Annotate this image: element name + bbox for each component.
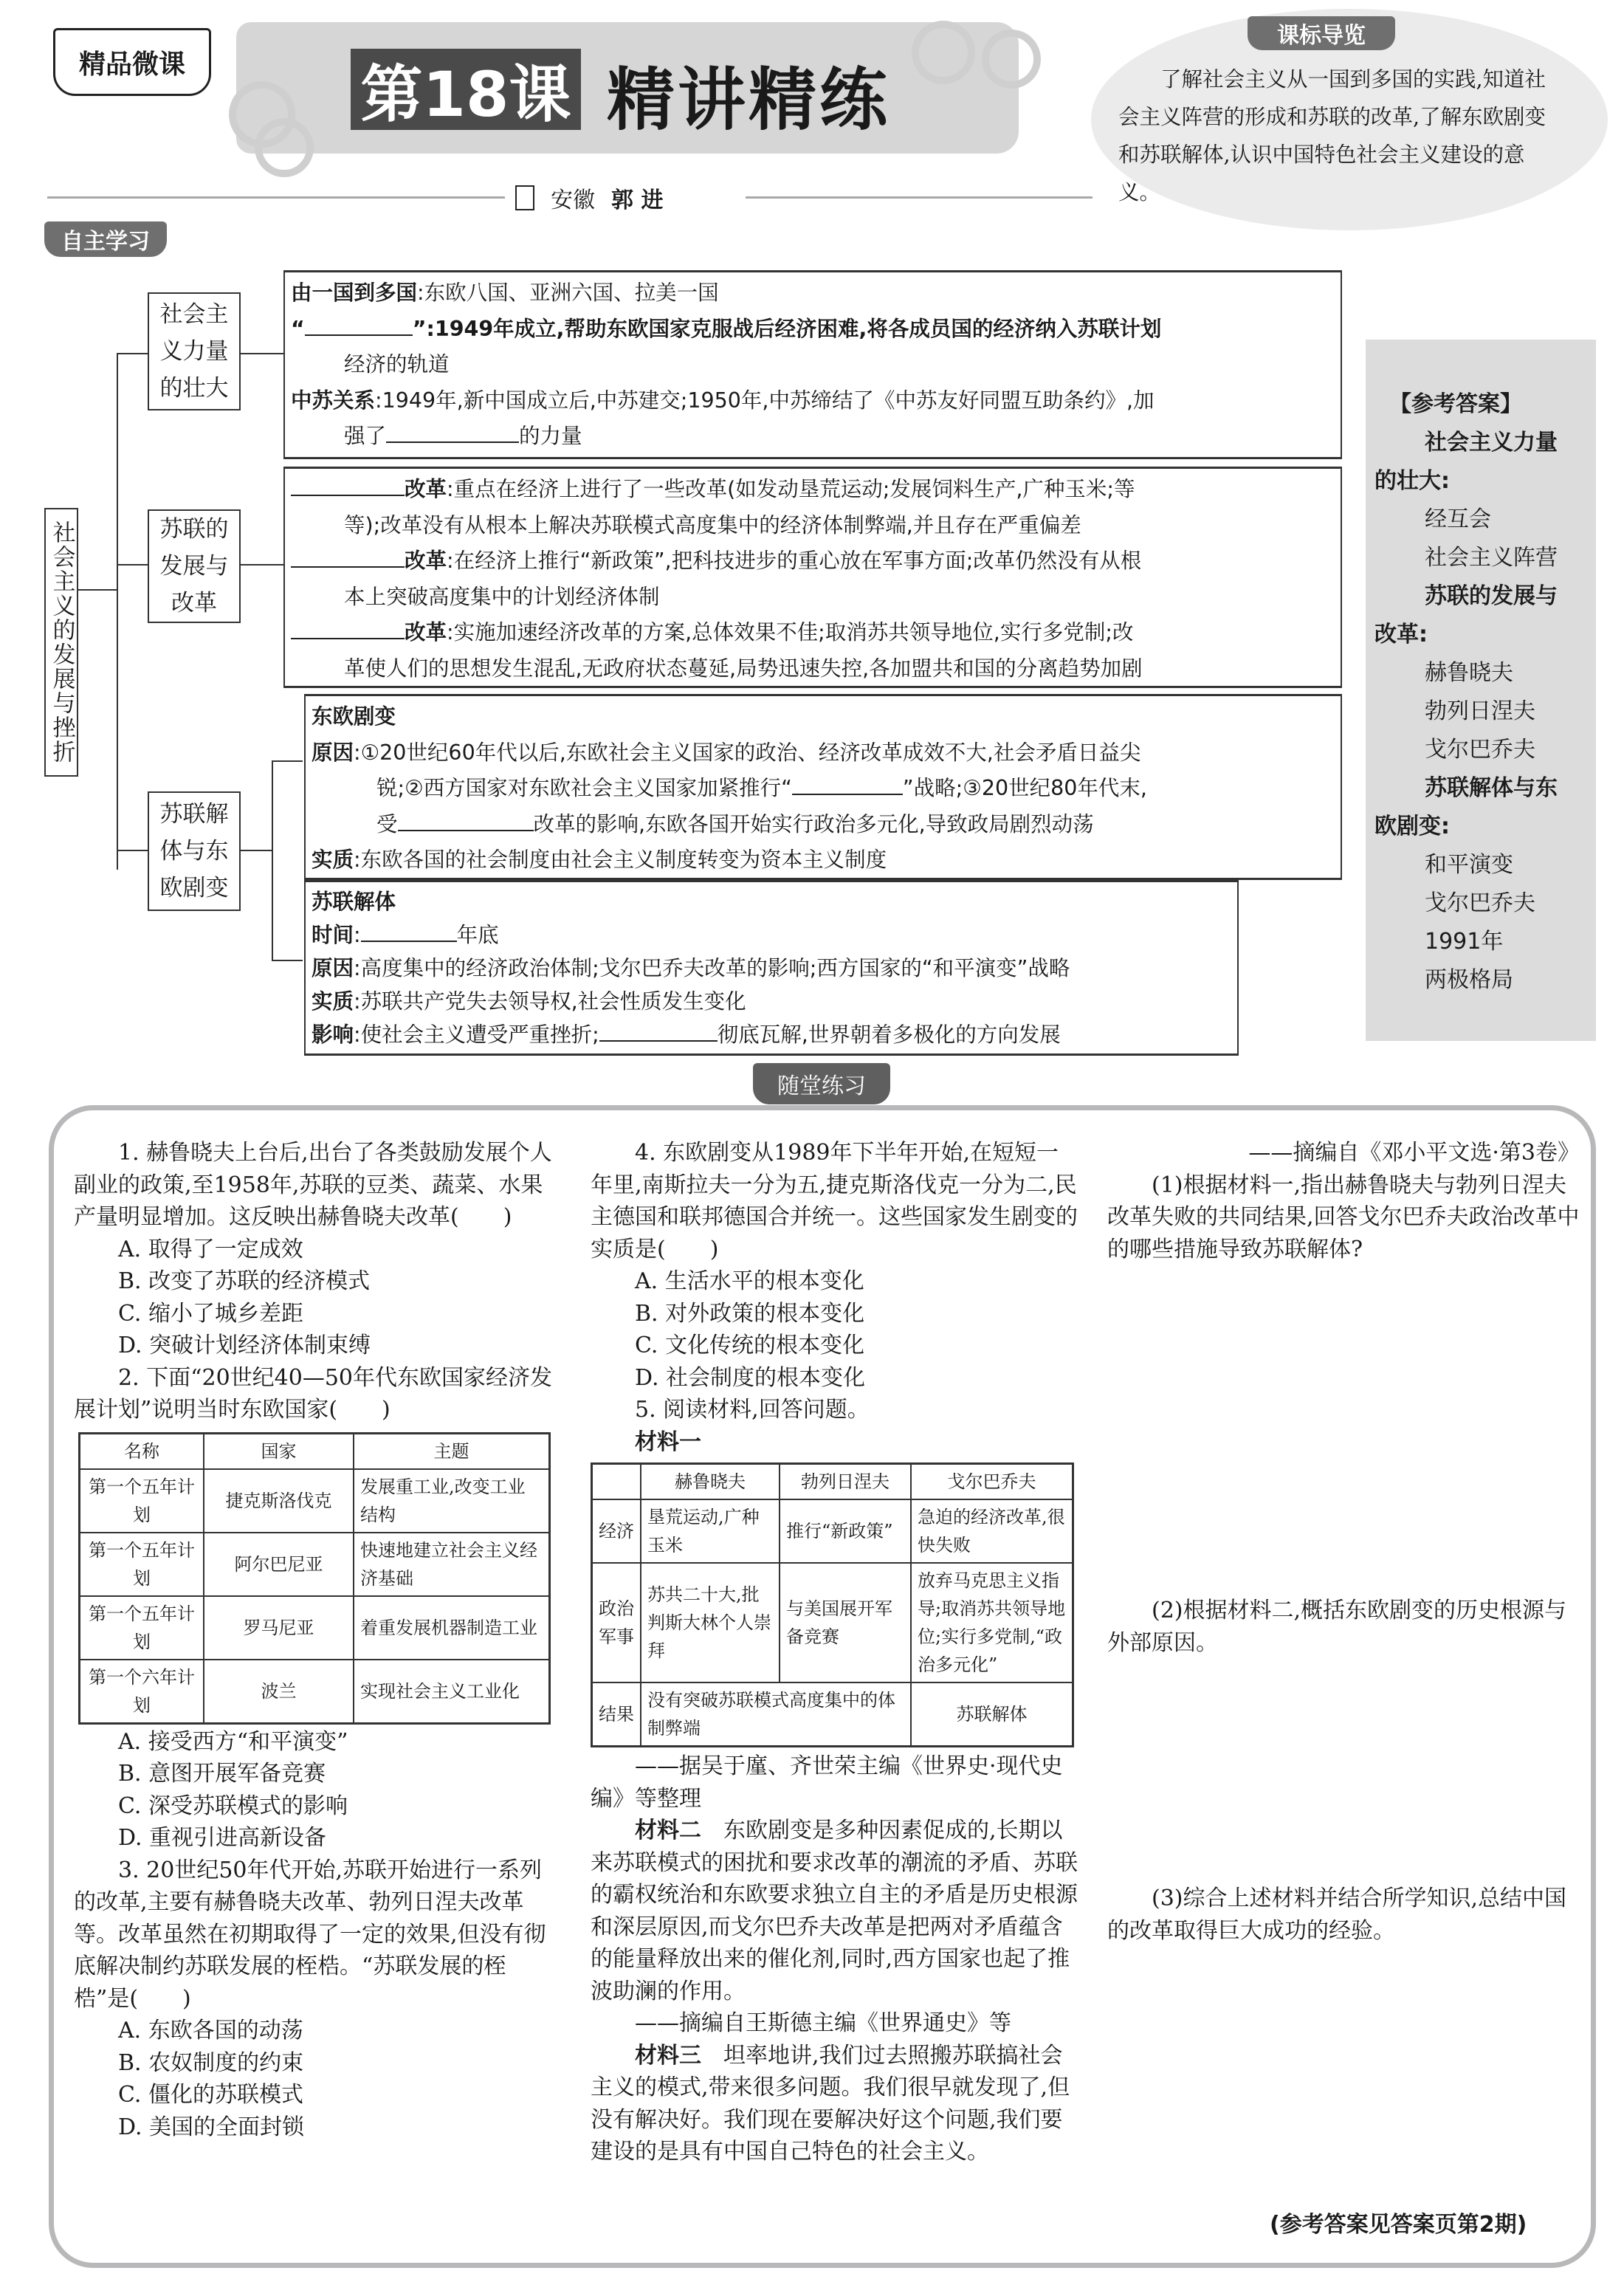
node-line: 义力量 xyxy=(159,338,229,365)
author-byline xyxy=(515,182,663,214)
table-header-row xyxy=(80,1433,550,1469)
root-node xyxy=(44,508,78,777)
fill-blank[interactable] xyxy=(361,920,457,942)
option[interactable]: D. 重视引进高新设备 xyxy=(118,1825,327,1851)
material-2-source: ——摘编自王斯德主编《世界通史》等 xyxy=(635,2010,1011,2036)
material-1-label: 材料一 xyxy=(635,1429,701,1455)
table-header: 赫鲁晓夫 xyxy=(641,1464,780,1500)
table-cell: 阿尔巴尼亚 xyxy=(204,1533,354,1596)
table-row xyxy=(592,1682,1073,1747)
answer-item: 勃列日涅夫 xyxy=(1425,698,1535,724)
material-3: 材料三 坦率地讲,我们过去照搬苏联搞社会主义的模式,带来很多问题。我们很早就发现了,但没有解决好。我们现在要解决好这个问题,我们要建设的是具有中国自己特色的社会主义。 xyxy=(591,2042,1070,2165)
branch-node-reform xyxy=(148,509,241,623)
lesson-number: 第18课 xyxy=(351,49,581,130)
table-header: 勃列日涅夫 xyxy=(780,1464,911,1500)
connector xyxy=(238,564,283,566)
panel-line: 影响:使社会主义遭受严重挫折; 彻底瓦解,世界朝着多极化的方向发展 xyxy=(312,1018,1231,1051)
self-study-tag: 自主学习 xyxy=(44,221,167,257)
sub-question-2-wrap xyxy=(1107,1595,1580,1659)
node-line: 的壮大 xyxy=(159,375,229,402)
answers-group-head: 苏联的发展与 xyxy=(1425,583,1558,609)
fill-blank[interactable] xyxy=(386,421,519,443)
panel-line: 锐;②西方国家对东欧社会主义国家加紧推行“ ”战略;③20世纪80年代末, xyxy=(312,771,1335,807)
fill-blank[interactable] xyxy=(291,546,405,568)
connector xyxy=(117,353,118,870)
table-cell: 快速地建立社会主义经济基础 xyxy=(354,1533,550,1596)
table-header xyxy=(592,1464,641,1500)
sub-question-2: (2)根据材料二,概括东欧剧变的历史根源与外部原因。 xyxy=(1107,1598,1567,1656)
table-cell: 放弃马克思主义指导;取消苏共领导地位;实行多党制,“政治多元化” xyxy=(911,1563,1073,1682)
panel-ussr-collapse xyxy=(304,880,1239,1056)
panel-east-europe xyxy=(304,694,1342,880)
panel-line: 本上突破高度集中的计划经济体制 xyxy=(344,584,660,609)
connector xyxy=(272,760,273,960)
option[interactable]: C. 文化传统的根本变化 xyxy=(635,1333,864,1358)
panel-line: 受 改革的影响,东欧各国开始实行政治多元化,导致政局剧烈动荡 xyxy=(312,807,1335,843)
sub-question-3: (3)综合上述材料并结合所学知识,总结中国的改革取得巨大成功的经验。 xyxy=(1107,1886,1567,1944)
practice-column-2 xyxy=(591,1137,1078,2168)
panel-line: 改革:实施加速经济改革的方案,总体效果不佳;取消苏共领导地位,实行多党制;改 xyxy=(291,615,1335,651)
table-header-row xyxy=(592,1464,1073,1500)
question-2: 2. 下面“20世纪40—50年代东欧国家经济发展计划”说明当时东欧国家( ) xyxy=(74,1364,553,1423)
answer-item: 戈尔巴乔夫 xyxy=(1425,890,1535,916)
fill-blank[interactable] xyxy=(398,809,534,831)
node-line: 苏联解 xyxy=(159,801,229,828)
material-1-table xyxy=(591,1462,1074,1747)
panel-line: 中苏关系:1949年,新中国成立后,中苏建交;1950年,中苏缔结了《中苏友好同盟互助条约》,加 xyxy=(291,388,1155,413)
connector xyxy=(77,589,117,591)
sub-question-1: (1)根据材料一,指出赫鲁晓夫与勃列日涅夫改革失败的共同结果,回答戈尔巴乔夫政治改革中的哪些措施导致苏联解体? xyxy=(1107,1172,1580,1262)
panel-line: 强了 的力量 xyxy=(291,419,1335,455)
reference-answers xyxy=(1366,340,1596,1041)
node-line: 社会主 xyxy=(159,301,229,328)
panel-line: 时间: 年底 xyxy=(312,918,1231,952)
table-row-head: 经济 xyxy=(592,1499,641,1563)
connector xyxy=(117,564,148,566)
question-1: 1. 赫鲁晓夫上台后,出台了各类鼓励发展个人副业的政策,至1958年,苏联的豆类、蔬菜、水果产量明显增加。这反映出赫鲁晓夫改革( ) xyxy=(74,1140,552,1230)
table-header: 主题 xyxy=(354,1433,550,1469)
panel-line: 改革:重点在经济上进行了一些改革(如发动垦荒运动;发展饲料生产,广种玉米;等 xyxy=(291,472,1335,508)
panel-strength xyxy=(283,270,1342,459)
option[interactable]: B. 农奴制度的约束 xyxy=(118,2049,304,2076)
connector xyxy=(117,850,148,851)
table-cell: 急迫的经济改革,很快失败 xyxy=(911,1499,1073,1563)
panel-line: 原因:①20世纪60年代以后,东欧社会主义国家的政治、经济改革成效不大,社会矛盾日益尖 xyxy=(312,740,1141,765)
practice-tag: 随堂练习 xyxy=(753,1063,890,1104)
panel-line: 原因:高度集中的经济政治体制;戈尔巴乔夫改革的影响;西方国家的“和平演变”战略 xyxy=(312,956,1070,980)
table-cell: 没有突破苏联模式高度集中的体制弊端 xyxy=(641,1682,911,1747)
table-row xyxy=(80,1660,550,1724)
panel-line: 实质:东欧各国的社会制度由社会主义制度转变为资本主义制度 xyxy=(312,848,887,872)
panel-line: 革使人们的思想发生混乱,无政府状态蔓延,局势迅速失控,各加盟共和国的分离趋势加剧 xyxy=(344,656,1143,681)
cloud-ornament-icon xyxy=(255,118,314,177)
node-line: 体与东 xyxy=(159,838,229,864)
table-cell: 第一个五年计划 xyxy=(80,1533,204,1596)
table-row xyxy=(80,1469,550,1533)
answers-group-head: 改革: xyxy=(1374,622,1428,647)
table-row xyxy=(80,1596,550,1660)
answers-group-head: 欧剧变: xyxy=(1374,814,1450,839)
fill-blank[interactable] xyxy=(792,773,903,795)
table-cell: 垦荒运动,广种玉米 xyxy=(641,1499,780,1563)
table-cell: 与美国展开军备竞赛 xyxy=(780,1563,911,1682)
table-cell: 着重发展机器制造工业 xyxy=(354,1596,550,1660)
table-row xyxy=(592,1563,1073,1682)
panel-line: 由一国到多国:东欧八国、亚洲六国、拉美一国 xyxy=(291,281,719,305)
panel-line: 实质:苏联共产党失去领导权,社会性质发生变化 xyxy=(312,989,746,1014)
plan-table xyxy=(78,1432,551,1725)
table-cell: 第一个六年计划 xyxy=(80,1660,204,1724)
answers-group-head: 苏联解体与东 xyxy=(1425,775,1558,801)
table-cell: 推行“新政策” xyxy=(780,1499,911,1563)
option[interactable]: A. 东欧各国的动荡 xyxy=(118,2018,303,2043)
answer-item: 经互会 xyxy=(1425,506,1491,532)
option[interactable]: B. 意图开展军备竞赛 xyxy=(118,1761,326,1787)
option[interactable]: D. 社会制度的根本变化 xyxy=(635,1364,866,1391)
table-cell: 罗马尼亚 xyxy=(204,1596,354,1660)
author-region: 安徽 xyxy=(551,188,595,213)
option[interactable]: A. 接受西方“和平演变” xyxy=(118,1728,348,1755)
material-3-source: ——摘编自《邓小平文选·第3卷》 xyxy=(1248,1140,1580,1166)
practice-column-3 xyxy=(1107,1137,1580,1265)
answer-item: 两极格局 xyxy=(1425,967,1513,993)
fill-blank[interactable] xyxy=(599,1020,718,1042)
answer-item: 社会主义阵营 xyxy=(1425,545,1558,571)
node-line: 欧剧变 xyxy=(159,875,229,901)
option[interactable]: A. 取得了一定成效 xyxy=(118,1236,303,1262)
option[interactable]: A. 生活水平的根本变化 xyxy=(635,1268,864,1294)
fill-blank[interactable] xyxy=(291,617,405,639)
connector xyxy=(238,850,272,851)
node-line: 改革 xyxy=(171,590,217,616)
cloud-ornament-icon xyxy=(912,21,975,84)
table-row xyxy=(80,1533,550,1596)
connector xyxy=(117,353,148,354)
author-name: 郭 进 xyxy=(611,188,664,213)
table-cell: 第一个五年计划 xyxy=(80,1596,204,1660)
answers-title: 【参考答案】 xyxy=(1389,391,1522,417)
root-node-label: 社会主义的发展与挫折 xyxy=(48,520,75,764)
connector xyxy=(272,760,303,762)
divider xyxy=(47,196,505,199)
option[interactable]: D. 美国的全面封锁 xyxy=(118,2114,305,2140)
answers-group-head: 社会主义力量 xyxy=(1425,430,1558,456)
table-cell: 苏共二十大,批判斯大林个人崇拜 xyxy=(641,1563,780,1682)
table-header: 名称 xyxy=(80,1433,204,1469)
panel-reform xyxy=(283,467,1342,688)
panel-line: 经济的轨道 xyxy=(344,352,450,377)
option[interactable]: C. 缩小了城乡差距 xyxy=(118,1300,303,1327)
panel-line: “ ”:1949年成立,帮助东欧国家克服战后经济困难,将各成员国的经济纳入苏联计划 xyxy=(291,312,1335,348)
question-4: 4. 东欧剧变从1989年下半年开始,在短短一年里,南斯拉夫一分为五,捷克斯洛伐克一分为二,民主德国和联邦德国合并统一。这些国家发生剧变的实质是( ) xyxy=(591,1140,1078,1262)
material-2: 材料二 东欧剧变是多种因素促成的,长期以来苏联模式的困扰和要求改革的潮流的矛盾、苏联的霸权统治和东欧要求独立自主的矛盾是历史根源和深层原因,而戈尔巴乔夫改革是把两对矛盾蕴含的能量释放出来的催化剂,同时,西方国家也起了推波助澜的作用。 xyxy=(591,1818,1078,2004)
option[interactable]: B. 改变了苏联的经济模式 xyxy=(118,1268,371,1294)
table-cell: 发展重工业,改变工业结构 xyxy=(354,1469,550,1533)
answer-item: 戈尔巴乔夫 xyxy=(1425,737,1535,763)
sub-question-3-wrap xyxy=(1107,1883,1580,1947)
option[interactable]: D. 突破计划经济体制束缚 xyxy=(118,1333,371,1358)
table-cell: 实现社会主义工业化 xyxy=(354,1660,550,1724)
fill-blank[interactable] xyxy=(291,474,405,496)
branch-node-collapse xyxy=(148,791,241,911)
question-3: 3. 20世纪50年代开始,苏联开始进行一系列的改革,主要有赫鲁晓夫改革、勃列日涅夫改革等。改革虽然在初期取得了一定的效果,但没有彻底解决制约苏联发展的桎梏。“苏联发展的桎梏”是( ) xyxy=(74,1857,546,2012)
option[interactable]: B. 对外政策的根本变化 xyxy=(635,1300,865,1327)
material-1-source: ——据吴于廑、齐世荣主编《世界史·现代史编》等整理 xyxy=(591,1753,1063,1812)
connector xyxy=(238,353,283,354)
overview-text: 了解社会主义从一国到多国的实践,知道社会主义阵营的形成和苏联的改革,了解东欧剧变和苏联解体,认识中国特色社会主义建设的意义。 xyxy=(1118,67,1546,204)
answer-page-note: (参考答案见答案页第2期) xyxy=(1270,2212,1527,2238)
table-cell: 苏联解体 xyxy=(911,1682,1073,1747)
branch-node-strength xyxy=(148,292,241,410)
cloud-ornament-icon xyxy=(982,30,1041,89)
brand-badge: 精品微课 xyxy=(53,28,211,96)
answer-item: 和平演变 xyxy=(1425,852,1513,878)
table-cell: 捷克斯洛伐克 xyxy=(204,1469,354,1533)
table-header: 国家 xyxy=(204,1433,354,1469)
panel-title: 苏联解体 xyxy=(312,890,396,914)
option[interactable]: C. 深受苏联模式的影响 xyxy=(118,1792,348,1819)
panel-line: 改革:在经济上推行“新政策”,把科技进步的重心放在军事方面;改革仍然没有从根 xyxy=(291,543,1335,580)
table-cell: 第一个五年计划 xyxy=(80,1469,204,1533)
answer-item: 赫鲁晓夫 xyxy=(1425,660,1513,686)
fill-blank[interactable] xyxy=(305,314,413,336)
table-header: 戈尔巴乔夫 xyxy=(911,1464,1073,1500)
node-line: 苏联的 xyxy=(159,516,229,543)
lesson-title: 精讲精练 xyxy=(607,61,891,140)
overview-tag: 课标导览 xyxy=(1248,16,1395,50)
answers-group-head: 的壮大: xyxy=(1374,468,1450,494)
panel-title: 东欧剧变 xyxy=(312,704,396,729)
panel-line: 等);改革没有从根本上解决苏联模式高度集中的经济体制弊端,并且存在严重偏差 xyxy=(344,512,1081,537)
square-icon xyxy=(515,185,534,210)
option[interactable]: C. 僵化的苏联模式 xyxy=(118,2082,303,2108)
table-row xyxy=(592,1499,1073,1563)
node-line: 发展与 xyxy=(159,553,229,580)
connector xyxy=(272,960,303,961)
table-row-head: 结果 xyxy=(592,1682,641,1747)
answer-item: 1991年 xyxy=(1425,929,1504,955)
table-cell: 波兰 xyxy=(204,1660,354,1724)
practice-column-1 xyxy=(74,1137,557,2143)
divider xyxy=(746,196,1093,199)
question-5: 5. 阅读材料,回答问题。 xyxy=(635,1397,870,1423)
table-row-head: 政治军事 xyxy=(592,1563,641,1682)
